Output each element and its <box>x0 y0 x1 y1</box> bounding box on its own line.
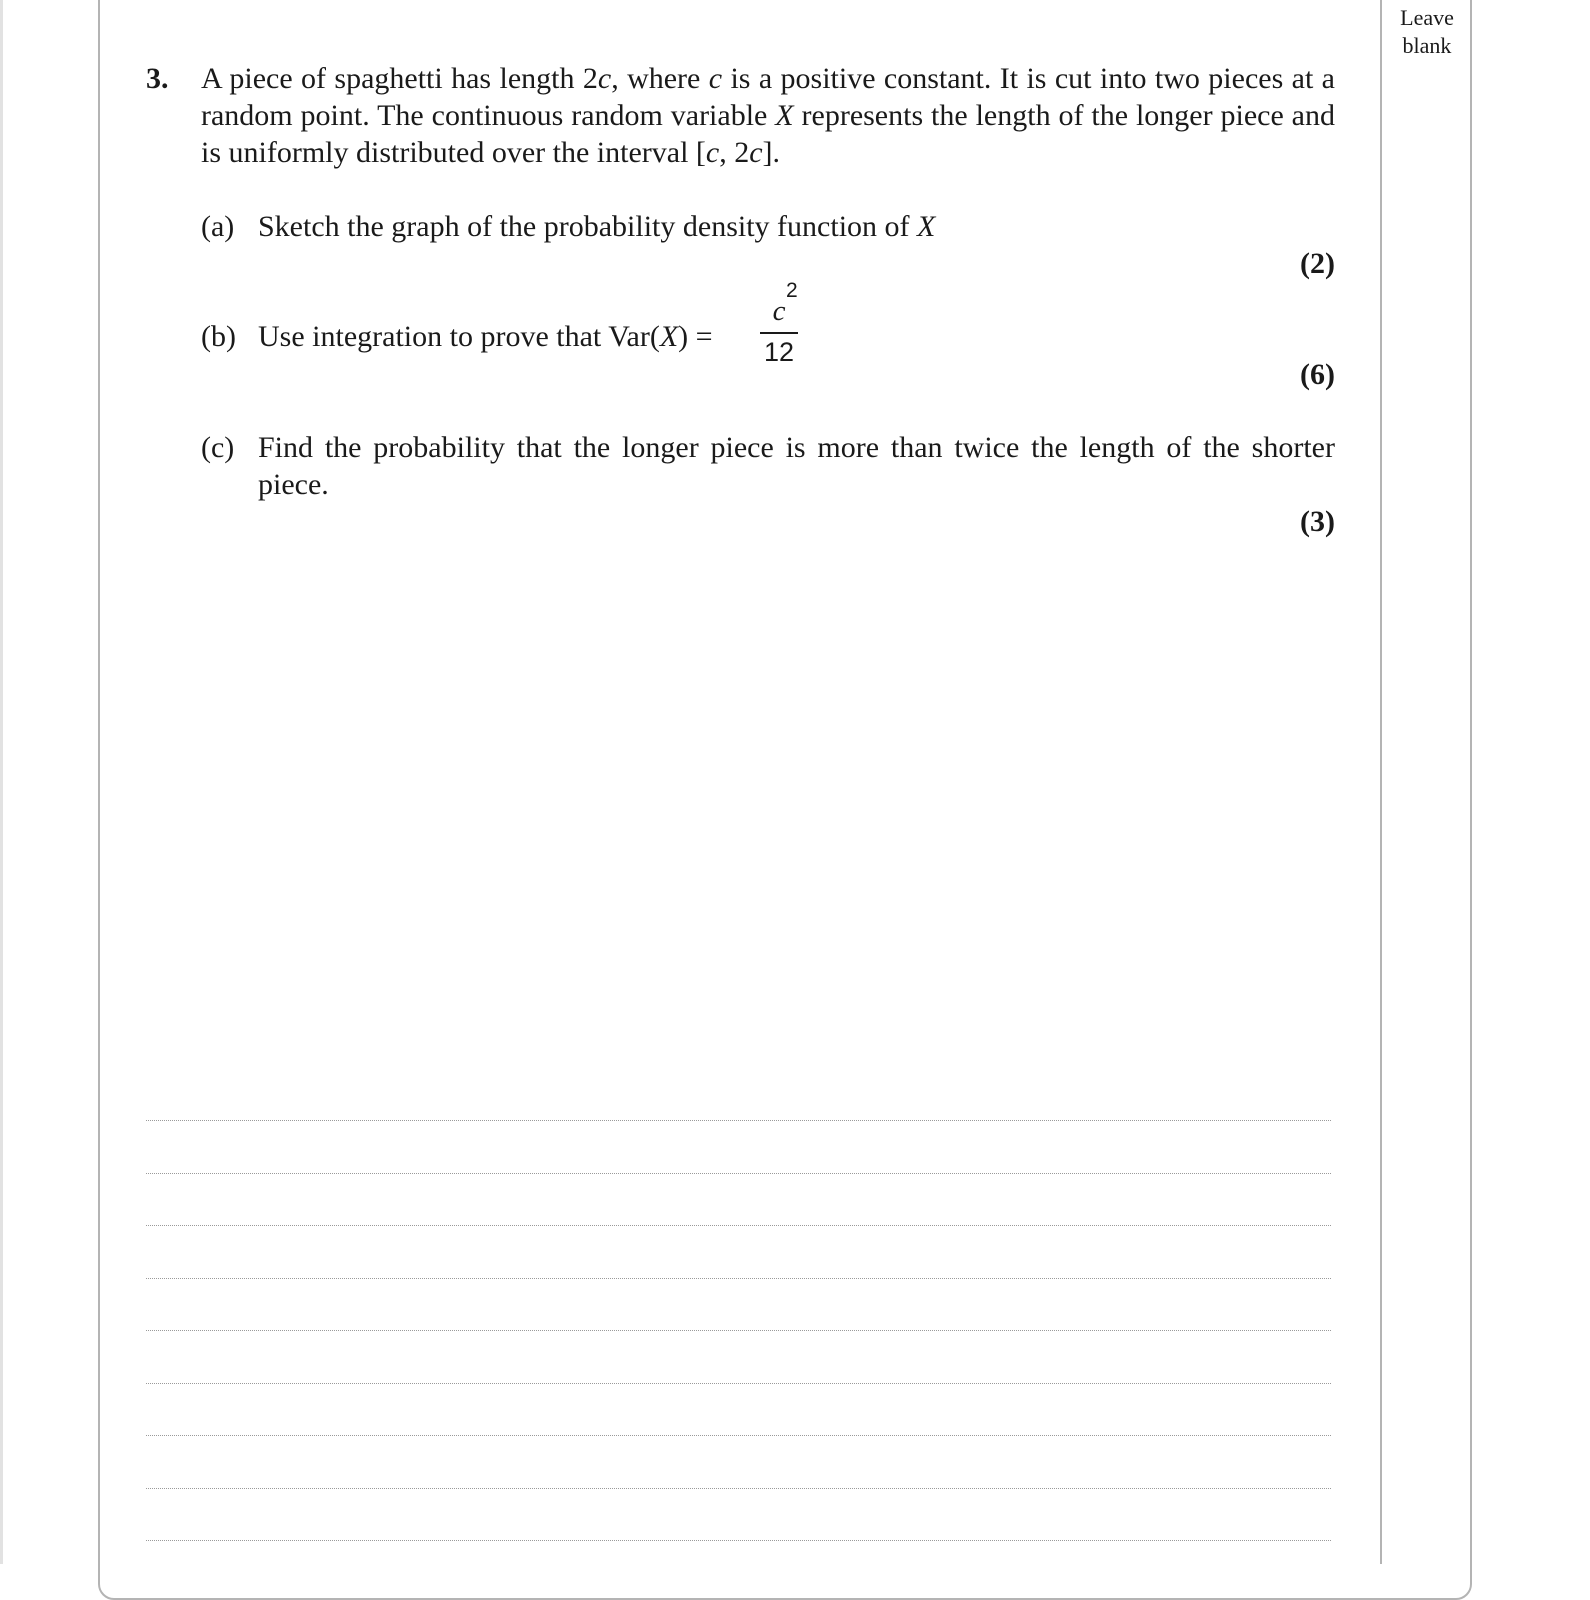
part-c-label: (c) <box>201 431 235 464</box>
part-c-text: Find the probability that the longer piece is more than twice the length of the shorter piece. <box>258 431 1335 501</box>
fraction-exponent: 2 <box>786 279 798 302</box>
answer-line[interactable] <box>146 1120 1331 1121</box>
page-edge-rule <box>0 0 3 1564</box>
part-b-marks: (6) <box>1300 358 1335 391</box>
question-number: 3. <box>146 62 169 95</box>
fraction-bar <box>760 332 798 334</box>
answer-line[interactable] <box>146 1383 1331 1384</box>
question-stem: A piece of spaghetti has length 2c, where c is a positive constant. It is cut into two pieces at a random point. The continuous random variable X represents the length of the longer piece and is uniformly distributed over the interval [c, 2c]. <box>201 62 1336 169</box>
answer-line[interactable] <box>146 1435 1331 1436</box>
fraction-numerator: c 2 <box>772 279 798 327</box>
part-b-text: Use integration to prove that Var(X) = <box>258 320 713 353</box>
fraction-denominator: 12 <box>763 337 795 367</box>
answer-line[interactable] <box>146 1173 1331 1174</box>
answer-line[interactable] <box>146 1488 1331 1489</box>
answer-line[interactable] <box>146 1330 1331 1331</box>
answer-line[interactable] <box>146 1278 1331 1279</box>
part-a-label: (a) <box>201 210 235 243</box>
part-a-marks: (2) <box>1300 247 1335 280</box>
leave-blank-label: Leave blank <box>1400 5 1454 58</box>
part-c-marks: (3) <box>1300 505 1335 538</box>
answer-line[interactable] <box>146 1540 1331 1541</box>
margin-divider <box>1380 0 1382 1564</box>
part-b-label: (b) <box>201 320 236 353</box>
answer-line[interactable] <box>146 1225 1331 1226</box>
variance-fraction <box>760 279 798 368</box>
part-a-text: Sketch the graph of the probability density function of X <box>258 210 936 243</box>
